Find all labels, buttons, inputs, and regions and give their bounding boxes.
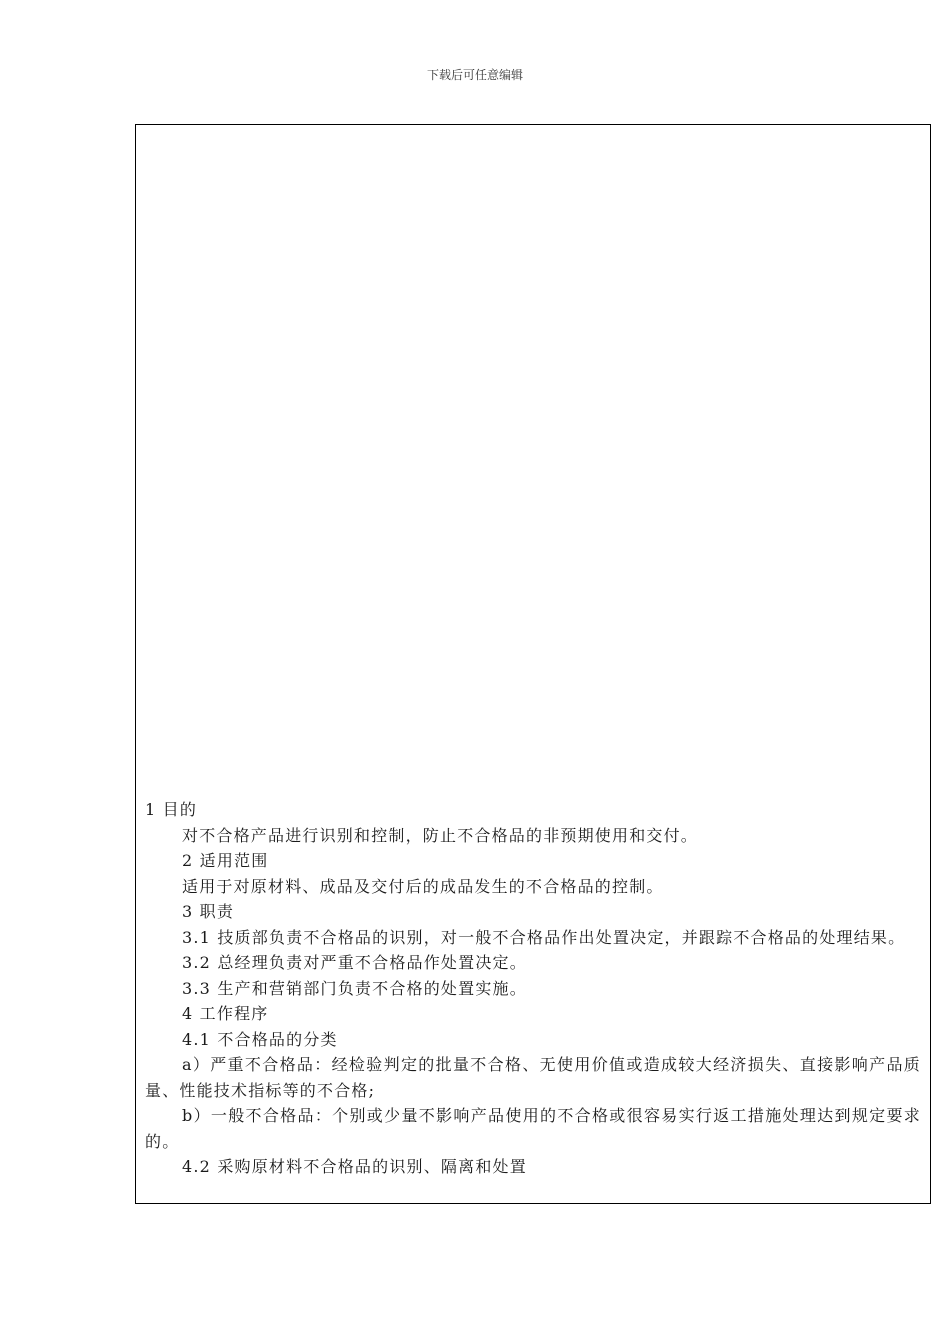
document-body <box>145 797 921 1180</box>
paragraph-scope: 适用于对原材料、成品及交付后的成品发生的不合格品的控制。 <box>182 876 664 896</box>
section-heading-procedure: 4 工作程序 <box>182 1004 269 1023</box>
paragraph-responsibility-3-1: 3.1 技质部负责不合格品的识别，对一般不合格品作出处置决定，并跟踪不合格品的处理结果。 <box>182 927 906 947</box>
paragraph-purpose: 对不合格产品进行识别和控制，防止不合格品的非预期使用和交付。 <box>182 825 699 845</box>
section-heading-responsibilities: 3 职责 <box>182 902 235 921</box>
section-heading-purpose: 1 目的 <box>145 800 198 819</box>
subsection-heading-purchased-materials: 4.2 采购原材料不合格品的识别、隔离和处置 <box>182 1157 527 1176</box>
paragraph-severe-nonconforming: a）严重不合格品：经检验判定的批量不合格、无使用价值或造成较大经济损失、直接影响产品质量、性能技术指标等的不合格; <box>145 1055 921 1100</box>
paragraph-responsibility-3-2: 3.2 总经理负责对严重不合格品作处置决定。 <box>182 953 527 972</box>
subsection-heading-classification: 4.1 不合格品的分类 <box>182 1029 338 1049</box>
paragraph-responsibility-3-3: 3.3 生产和营销部门负责不合格的处置实施。 <box>182 978 527 998</box>
page-header-note: 下载后可任意编辑 <box>426 68 523 82</box>
document-frame <box>135 124 931 1204</box>
section-heading-scope: 2 适用范围 <box>182 851 269 870</box>
paragraph-general-nonconforming: b）一般不合格品：个别或少量不影响产品使用的不合格或很容易实行返工措施处理达到规定要求的。 <box>145 1106 921 1151</box>
